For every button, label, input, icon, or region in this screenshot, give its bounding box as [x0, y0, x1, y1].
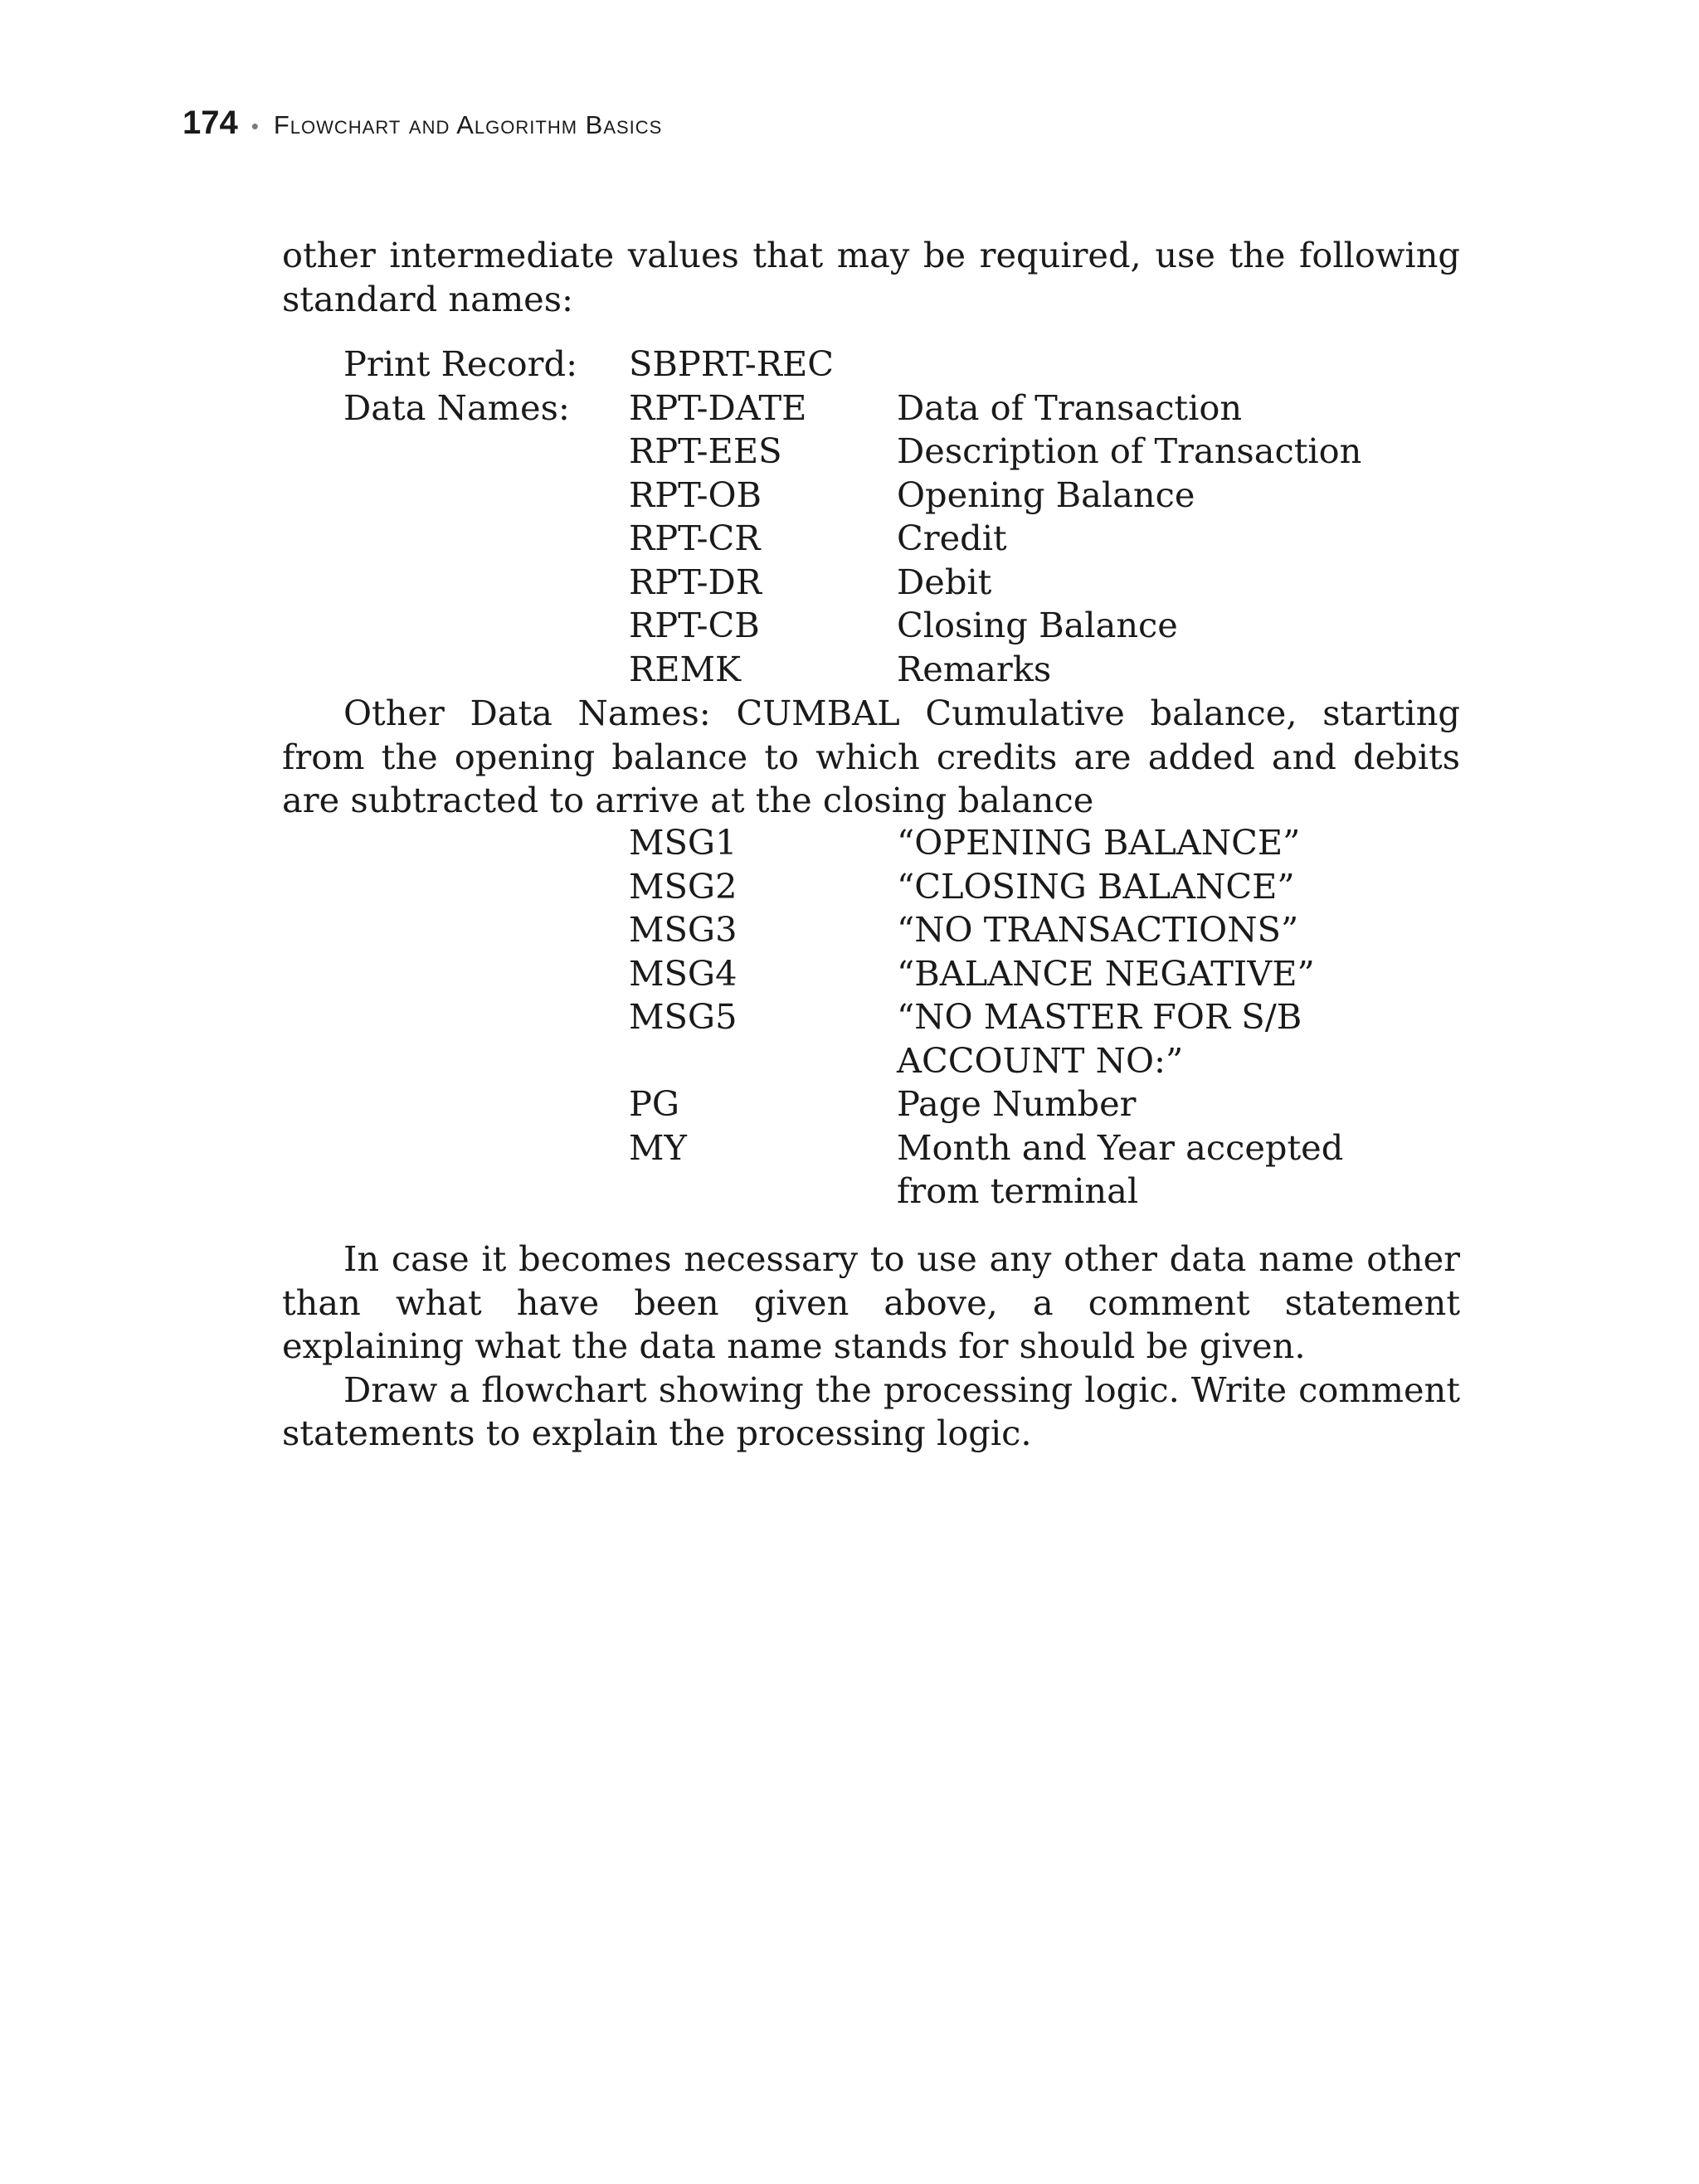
item-description: Month and Year accepted from terminal: [897, 1126, 1344, 1211]
item-label: Data Names:: [343, 387, 570, 428]
item-description: Credit: [897, 518, 1007, 558]
bullet-separator: •: [251, 114, 259, 139]
item-code: MSG5: [629, 996, 738, 1037]
list-item: [629, 1082, 1428, 1126]
standard-names-list: [343, 343, 1428, 691]
list-item: [629, 908, 1428, 952]
list-item: [343, 474, 1428, 518]
item-description: Data of Transaction: [897, 387, 1243, 428]
other-names-paragraph: Other Data Names: CUMBAL Cumulative balance, starting from the opening balance to which credits are added and debits are subtracted to arrive at the closing balance: [282, 693, 1460, 820]
list-item: [629, 952, 1428, 996]
item-description: “OPENING BALANCE”: [897, 822, 1301, 863]
item-description: “NO MASTER FOR S/B ACCOUNT NO:”: [897, 996, 1302, 1081]
closing-block: [282, 1238, 1460, 1456]
item-code: SBPRT-REC: [629, 343, 835, 384]
item-code: MSG3: [629, 909, 738, 950]
item-description: “NO TRANSACTIONS”: [897, 909, 1299, 950]
item-description: Remarks: [897, 648, 1052, 689]
intro-block: [282, 234, 1460, 321]
list-item: [343, 430, 1428, 474]
item-label: Print Record:: [343, 343, 578, 384]
item-code: RPT-CR: [629, 518, 761, 558]
intro-paragraph: other intermediate values that may be required, use the following standard names:: [282, 235, 1460, 319]
item-description: Opening Balance: [897, 474, 1195, 515]
item-code: MY: [629, 1126, 687, 1168]
list-item: [343, 517, 1428, 561]
item-code: RPT-EES: [629, 430, 782, 471]
list-item: [343, 648, 1428, 692]
other-names-block: [282, 692, 1460, 823]
item-code: RPT-DATE: [629, 387, 807, 428]
item-code: MSG1: [629, 822, 738, 863]
item-code: REMK: [629, 648, 742, 689]
list-item: [629, 821, 1428, 865]
closing-paragraph-2: Draw a flowchart showing the processing logic. Write comment statements to explain the processing logic.: [282, 1369, 1460, 1453]
item-code: RPT-CB: [629, 605, 760, 645]
item-description: Debit: [897, 561, 992, 602]
item-code: MSG4: [629, 952, 738, 994]
page-number: 174: [183, 105, 238, 141]
item-description: Page Number: [897, 1083, 1137, 1124]
item-code: RPT-DR: [629, 561, 762, 602]
item-code: MSG2: [629, 865, 738, 907]
item-description: “CLOSING BALANCE”: [897, 865, 1295, 907]
item-description: Closing Balance: [897, 605, 1178, 645]
list-item: [343, 387, 1428, 430]
list-item: [343, 561, 1428, 605]
list-item: [343, 604, 1428, 648]
list-item: [629, 1126, 1428, 1214]
running-head: [183, 105, 662, 146]
item-code: PG: [629, 1083, 680, 1124]
item-description: Description of Transaction: [897, 430, 1362, 471]
list-item: [629, 865, 1428, 909]
chapter-title: Flowchart and Algorithm Basics: [273, 110, 663, 139]
list-item: [343, 343, 1428, 387]
closing-paragraph-1: In case it becomes necessary to use any other data name other than what have been given above, a comment statement explaining what the data name stands for should be given.: [282, 1238, 1460, 1366]
item-description: “BALANCE NEGATIVE”: [897, 952, 1315, 994]
item-code: RPT-OB: [629, 474, 762, 515]
messages-list: [629, 821, 1428, 1214]
list-item: [629, 995, 1428, 1082]
